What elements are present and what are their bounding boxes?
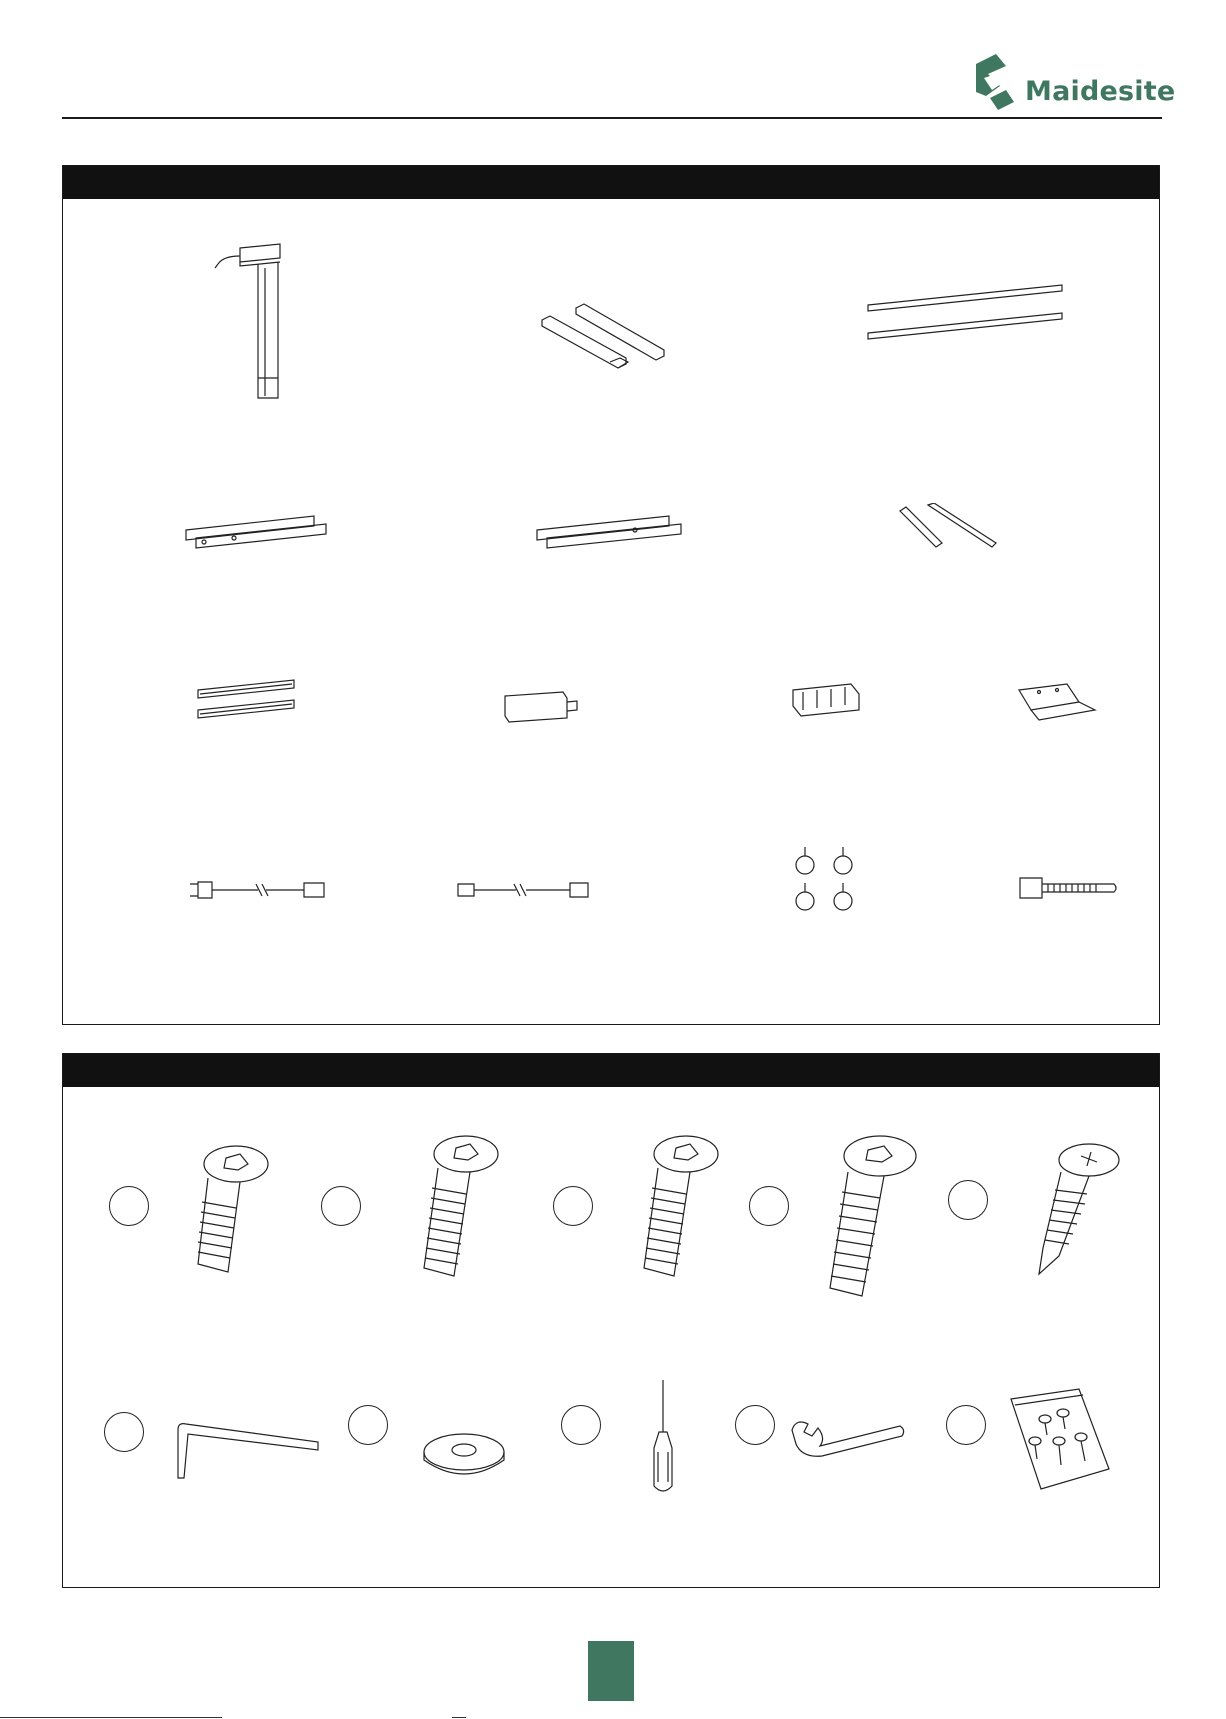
cable-tie-icon — [1018, 874, 1120, 902]
washer-icon — [420, 1430, 508, 1482]
bolt-icon — [178, 1142, 276, 1277]
maidesite-logo-icon — [966, 52, 1026, 112]
handset-icon — [1017, 680, 1099, 724]
cable-clip-icon — [791, 680, 863, 724]
hardware-bubble-f — [104, 1412, 144, 1452]
control-box-icon — [503, 688, 589, 724]
hardware-bubble-h — [561, 1405, 601, 1445]
bolt-icon — [812, 1132, 924, 1300]
bolt-icon — [630, 1132, 725, 1280]
page-number-tab — [588, 1641, 634, 1701]
hardware-section — [62, 1053, 1160, 1588]
hardware-bubble-e — [948, 1180, 988, 1220]
power-cord-icon — [188, 878, 328, 902]
lifting-column-icon — [210, 238, 300, 408]
crossbeam-left-icon — [184, 512, 329, 552]
hardware-bubble-j — [946, 1405, 986, 1445]
wood-screw-icon — [1033, 1140, 1123, 1278]
connection-cable-icon — [456, 878, 594, 902]
allen-key-icon — [172, 1420, 322, 1482]
footer-line-left — [0, 1717, 222, 1718]
casters-icon — [790, 843, 860, 918]
spare-bag-icon — [1005, 1385, 1113, 1493]
brand-name: Maidesite — [1025, 76, 1176, 107]
hardware-bubble-i — [735, 1405, 775, 1445]
hardware-bubble-g — [348, 1405, 388, 1445]
hardware-bubble-c — [553, 1186, 593, 1226]
crossbeam-right-icon — [535, 512, 685, 552]
side-rails-icon — [866, 283, 1064, 343]
hardware-bubble-a — [109, 1186, 149, 1226]
hardware-section-header — [63, 1054, 1159, 1087]
bolt-icon — [410, 1132, 505, 1280]
wrench-icon — [790, 1418, 906, 1460]
footer-line-mark — [452, 1717, 466, 1718]
feet-icon — [540, 300, 670, 380]
screwdriver-icon — [648, 1378, 678, 1498]
hardware-bubble-d — [749, 1186, 789, 1226]
hardware-bubble-b — [321, 1186, 361, 1226]
support-brackets-icon — [898, 503, 1000, 553]
cable-trays-icon — [196, 678, 298, 726]
parts-section-header — [63, 166, 1159, 199]
header-divider — [62, 117, 1162, 119]
